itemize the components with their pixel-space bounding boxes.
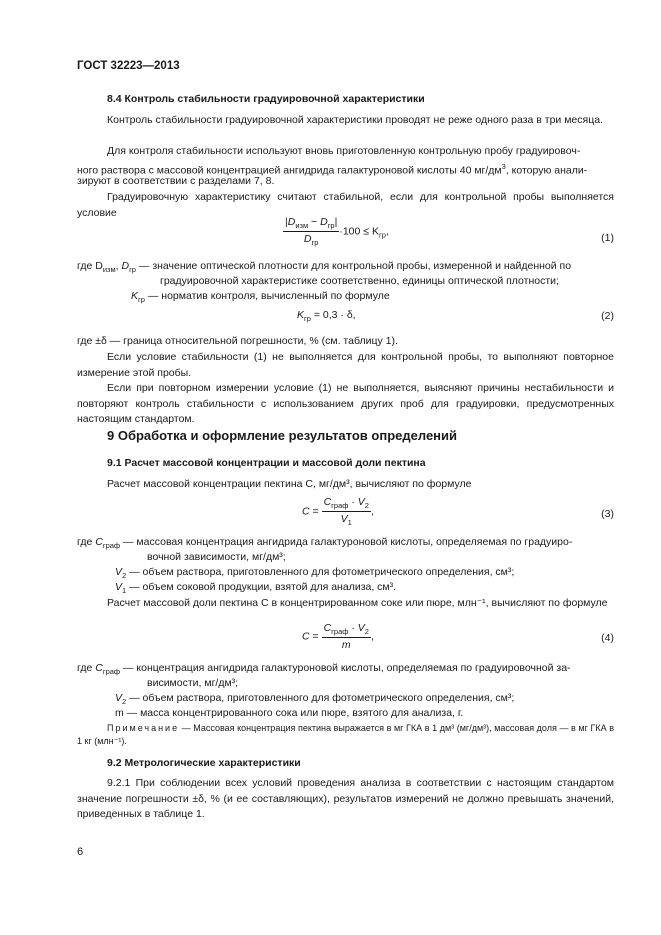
s91-where-2: $V_2$ — объем раствора, приготовленного для фотометрического определения, см³; [115,566,515,581]
section-8-4-title: 8.4 Контроль стабильности градуировочной характеристики [107,93,425,105]
s91-where-4: где $C_{граф}$ — концентрация ангидрида галактуроновой кислоты, определяемая по градуировочной за- [77,662,571,677]
page-number: 6 [77,846,84,858]
s84-where-1: где $D_{изм}$, $D_{гр}$ — значение оптической плотности для контрольной пробы, измеренной и найденной по [77,260,572,275]
s84-paragraph-2-line-1: Для контроля стабильности используют вновь приготовленную контрольную пробу градуировоч- [107,145,581,157]
formula-1-fraction: $\frac{|D_{изм} - D_{гр}|}{D_{гр}}$ [285,216,338,248]
formula-4-number: (4) [601,632,614,644]
s84-where-3: где ±δ — граница относительной погрешности, % (см. таблицу 1). [77,335,398,347]
formula-2-number: (2) [601,310,614,322]
note-label: Примечание [107,723,180,733]
s91-where-1-cont: вочной зависимости, мг/дм³; [147,551,286,563]
s84-paragraph-2-line-2: ного раствора с массовой концентрацией ангидрида галактуроновой кислоты 40 $мг/дм^3$, которую анали- [77,162,588,177]
formula-3-number: (3) [601,508,614,520]
s91-paragraph-2: Расчет массовой доли пектина C в концентрированном соке или пюре, млн⁻¹, вычисляют по формуле [107,597,608,609]
s91-where-4-cont: висимости, мг/дм³; [147,677,239,689]
formula-1-number: (1) [601,232,614,244]
s91-where-5: $V_2$ — объем раствора, приготовленного для фотометрического определения, см³; [115,692,515,707]
s84-paragraph-2-line-3: зируют в соответствии с разделами 7, 8. [77,175,275,187]
s84-paragraph-1: Контроль стабильности градуировочной характеристики проводят не реже одного раза в три месяца. [107,114,603,126]
formula-3-fraction: $\frac{C_{граф} \cdot V_2}{V_1}$ [323,496,369,528]
s84-paragraph-3: Градуировочную характеристику считают стабильной, если для контрольной пробы выполняется условие [77,191,614,219]
s92-paragraph-1: 9.2.1 При соблюдении всех условий проведения анализа в соответствии с настоящим стандартом значение погрешности ±δ, % (и ее составляющих), результатов измерений не должно превышать значений, приведенных в таблице 1. [77,777,614,820]
section-9-1-title: 9.1 Расчет массовой концентрации и массовой доли пектина [107,457,426,469]
s91-note: Примечание — Массовая концентрация пектина выражается в мг ГКА в 1 дм³ (мг/дм³), массовая доля — в мг ГКА в 1 кг (млн⁻¹). [77,723,614,746]
formula-4: C = $\frac{C_{граф} \cdot V_2}{m}$ , [302,622,374,652]
s84-where-2: $K_{гр}$ — норматив контроля, вычисленный по формуле [131,290,390,305]
s84-where-1-cont: градуировочной характеристике соответственно, единицы оптической плотности; [160,275,559,287]
s84-paragraph-4: Если условие стабильности (1) не выполняется для контрольной пробы, то выполняют повторное измерение этой пробы. [77,351,614,379]
s91-where-3: $V_1$ — объем соковой продукции, взятой для анализа, см³. [115,581,397,596]
section-9-2-title: 9.2 Метрологические характеристики [107,757,301,769]
s91-paragraph-1: Расчет массовой концентрации пектина C, мг/дм³, вычисляют по формуле [107,478,472,490]
formula-1: $\frac{|D_{изм} - D_{гр}|}{D_{гр}}$ $\cdot 100 \le K_{гр}$, [285,216,389,248]
s91-where-1: где $C_{граф}$ — массовая концентрация ангидрида галактуроновой кислоты, определяемая по градуиро- [77,536,573,551]
s84-paragraph-5: Если при повторном измерении условие (1) не выполняется, выясняют причины нестабильности и повторяют контроль стабильности с использованием других проб для градуировки, предусмотренных настоящим стандартом. [77,382,614,425]
formula-2: $K_{гр} = 0,3 \cdot \delta$, [297,309,356,324]
formula-3: C = $\frac{C_{граф} \cdot V_2}{V_1}$ , [302,496,374,528]
s91-where-6: m — масса концентрированного сока или пюре, взятого для анализа, г. [115,707,464,719]
section-9-title: 9 Обработка и оформление результатов определений [107,428,458,443]
formula-4-fraction: $\frac{C_{граф} \cdot V_2}{m}$ [323,622,369,652]
document-header: ГОСТ 32223—2013 [77,60,180,72]
